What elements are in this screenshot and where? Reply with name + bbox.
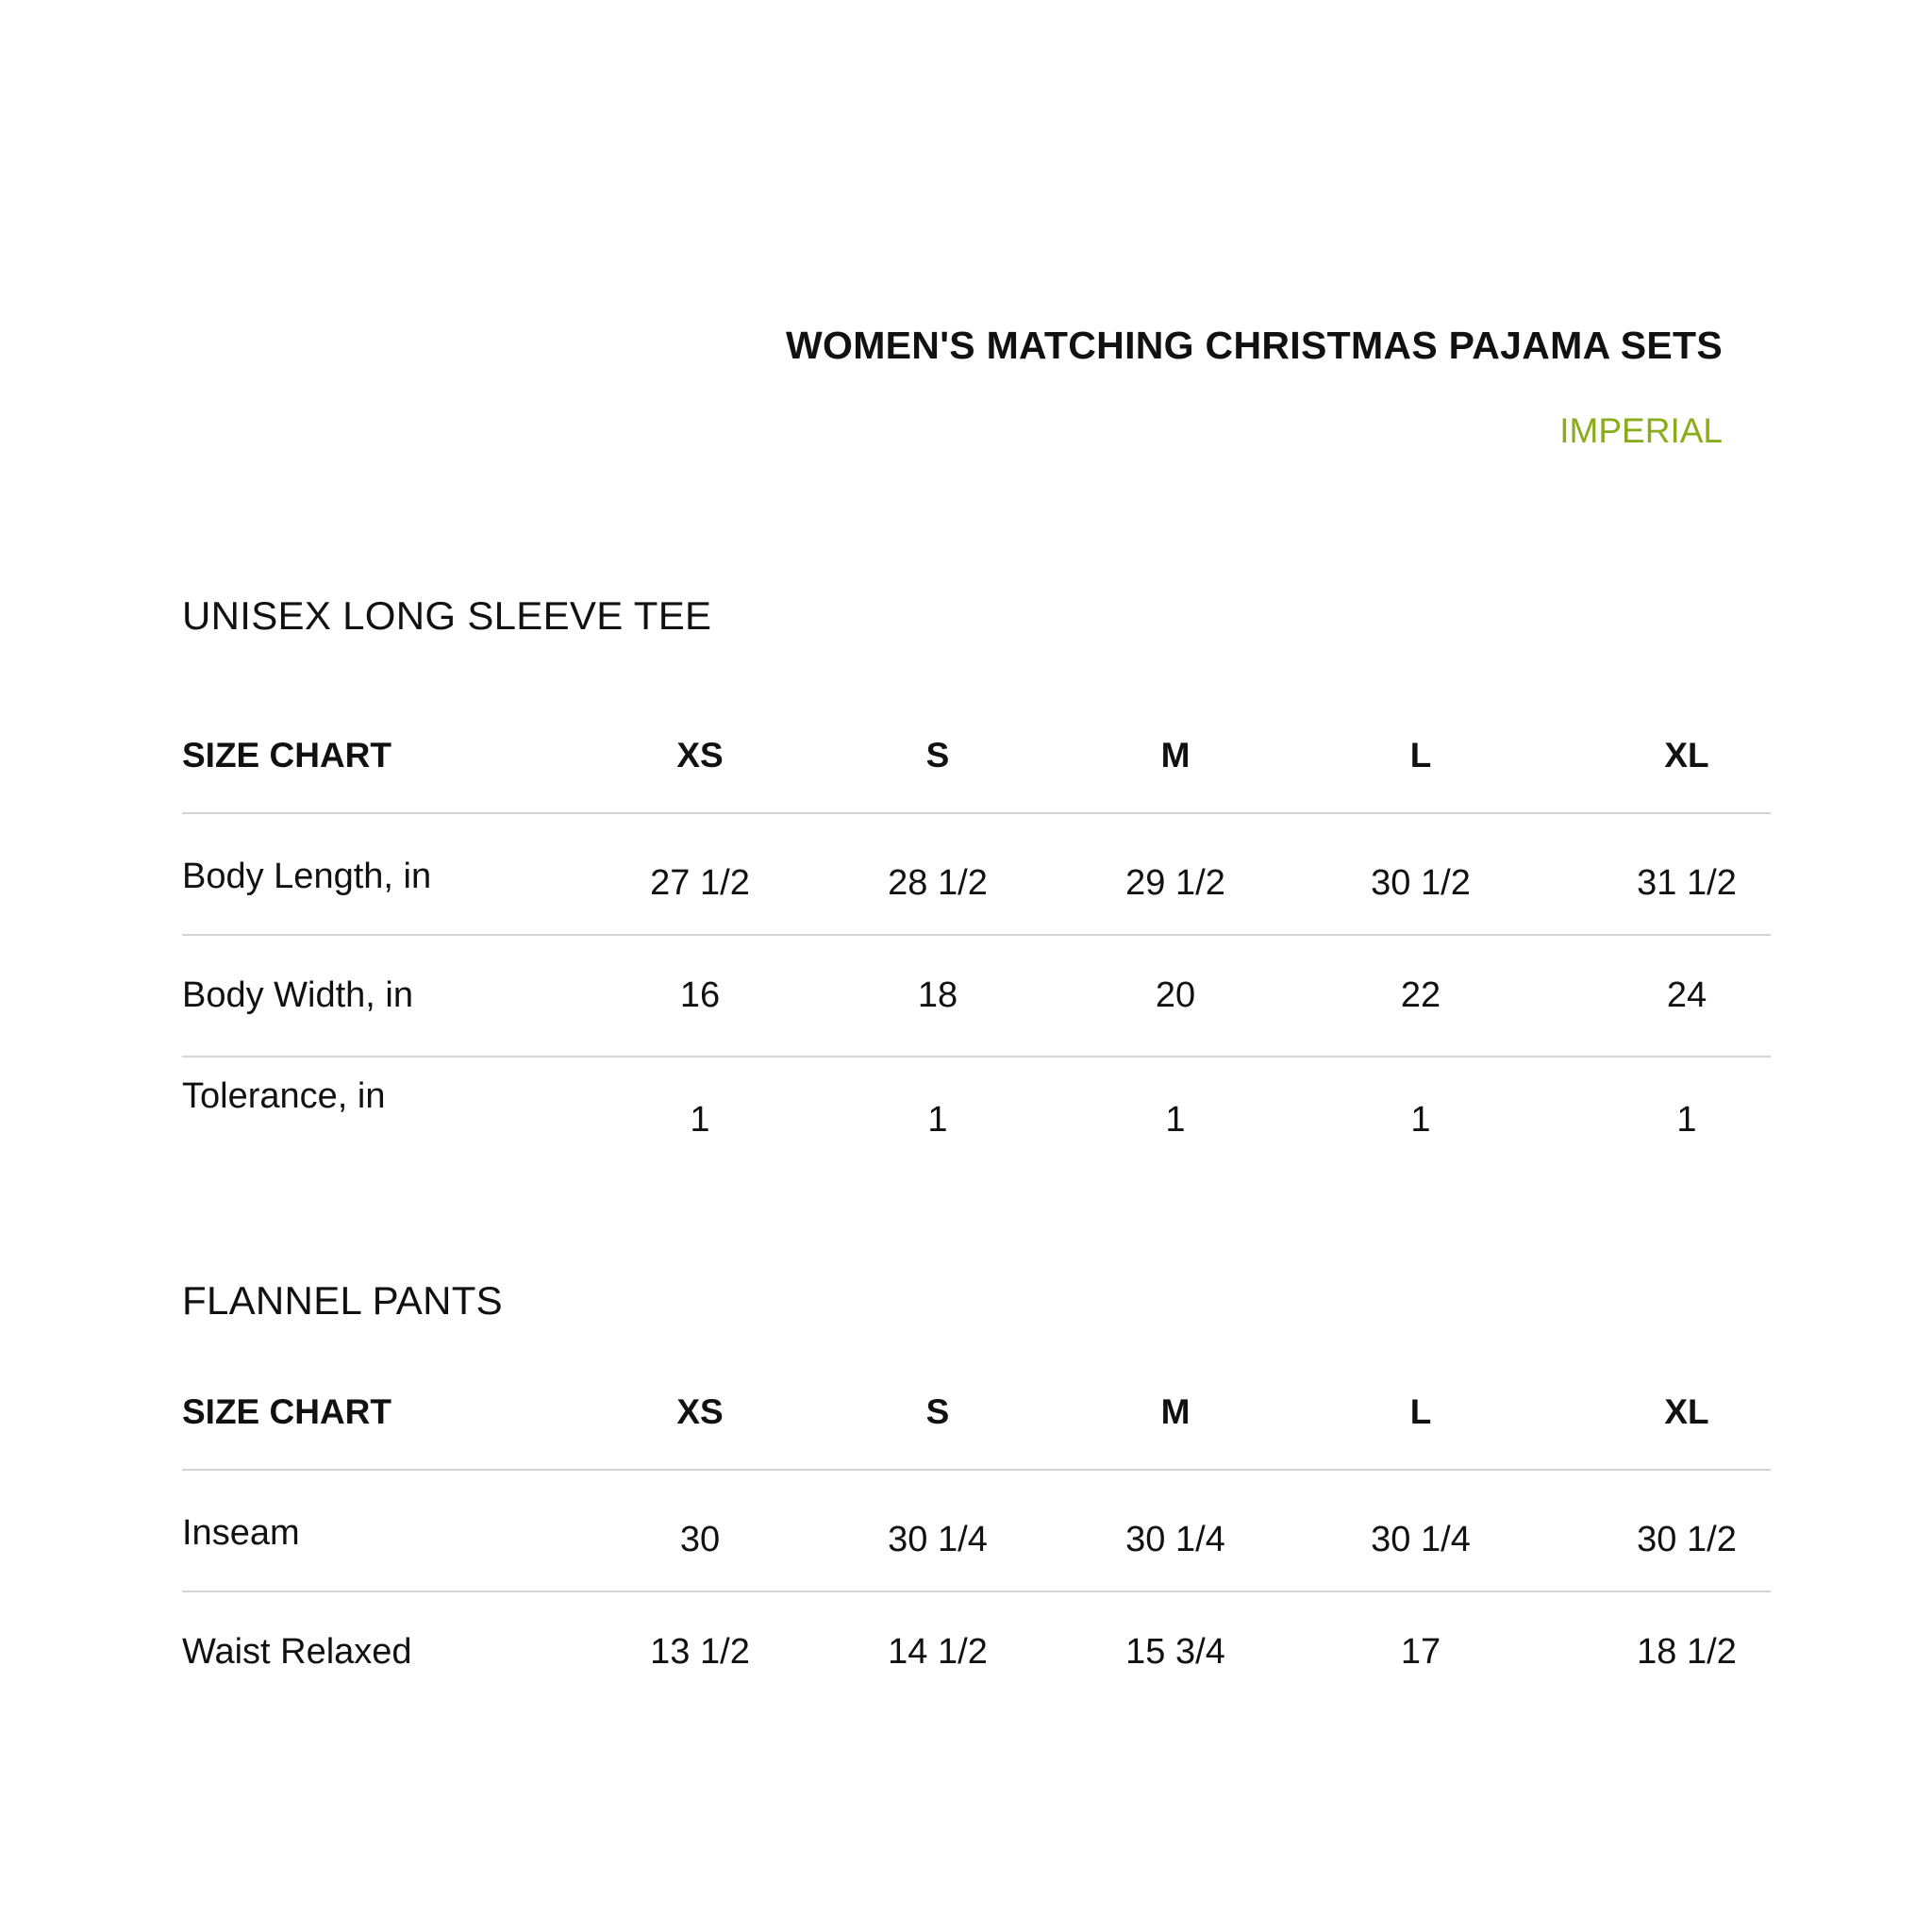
table-cell: 1 bbox=[1410, 1100, 1431, 1140]
table-cell: 30 1/4 bbox=[1371, 1520, 1471, 1559]
table-cell: 28 1/2 bbox=[888, 863, 988, 903]
row-label: Body Width, in bbox=[182, 975, 413, 1015]
table-row bbox=[182, 1592, 1771, 1712]
table-cell: 30 bbox=[679, 1520, 721, 1559]
size-table-tee bbox=[182, 717, 1771, 1177]
table-cell: 1 bbox=[690, 1100, 710, 1140]
size-header-m: M bbox=[1160, 1392, 1191, 1431]
table-cell: 18 bbox=[917, 975, 958, 1015]
row-label: Body Length, in bbox=[182, 857, 432, 896]
size-header-s: S bbox=[925, 736, 950, 774]
table-cell: 29 1/2 bbox=[1125, 863, 1225, 903]
table-cell: 27 1/2 bbox=[650, 863, 750, 903]
section-title-tee: UNISEX LONG SLEEVE TEE bbox=[182, 593, 712, 638]
table-cell: 20 bbox=[1155, 975, 1196, 1015]
table-cell: 1 bbox=[927, 1100, 948, 1140]
table-row bbox=[182, 1471, 1771, 1592]
table-cell: 30 1/4 bbox=[888, 1520, 988, 1559]
table-cell: 24 bbox=[1666, 975, 1707, 1015]
row-label: Waist Relaxed bbox=[182, 1632, 412, 1672]
size-header-xl: XL bbox=[1664, 1392, 1709, 1431]
table-row bbox=[182, 814, 1771, 936]
size-header-s: S bbox=[925, 1392, 950, 1431]
table-cell: 1 bbox=[1676, 1100, 1697, 1140]
table-header-row bbox=[182, 717, 1771, 814]
size-header-l: L bbox=[1409, 736, 1432, 774]
table-cell: 1 bbox=[1165, 1100, 1186, 1140]
row-label: Tolerance, in bbox=[182, 1076, 386, 1116]
size-table-pants bbox=[182, 1374, 1771, 1712]
table-row bbox=[182, 936, 1771, 1058]
table-cell: 31 1/2 bbox=[1637, 863, 1737, 903]
section-title-pants: FLANNEL PANTS bbox=[182, 1278, 503, 1323]
table-cell: 17 bbox=[1400, 1632, 1441, 1672]
table-cell: 14 1/2 bbox=[888, 1632, 988, 1672]
size-header-l: L bbox=[1409, 1392, 1432, 1431]
table-row bbox=[182, 1058, 1771, 1177]
size-chart-header: SIZE CHART bbox=[182, 736, 391, 774]
table-header-row bbox=[182, 1374, 1771, 1471]
table-cell: 22 bbox=[1400, 975, 1441, 1015]
row-label: Inseam bbox=[182, 1513, 300, 1553]
units-label: IMPERIAL bbox=[1559, 411, 1723, 450]
table-cell: 18 1/2 bbox=[1637, 1632, 1737, 1672]
table-cell: 15 3/4 bbox=[1125, 1632, 1225, 1672]
size-chart-header: SIZE CHART bbox=[182, 1392, 391, 1431]
size-header-xl: XL bbox=[1664, 736, 1709, 774]
table-cell: 30 1/2 bbox=[1371, 863, 1471, 903]
size-header-xs: XS bbox=[676, 1392, 724, 1431]
table-cell: 30 1/4 bbox=[1125, 1520, 1225, 1559]
size-header-m: M bbox=[1160, 736, 1191, 774]
size-header-xs: XS bbox=[676, 736, 724, 774]
table-cell: 16 bbox=[679, 975, 721, 1015]
page-title: WOMEN'S MATCHING CHRISTMAS PAJAMA SETS bbox=[786, 324, 1723, 367]
table-cell: 13 1/2 bbox=[650, 1632, 750, 1672]
table-cell: 30 1/2 bbox=[1637, 1520, 1737, 1559]
